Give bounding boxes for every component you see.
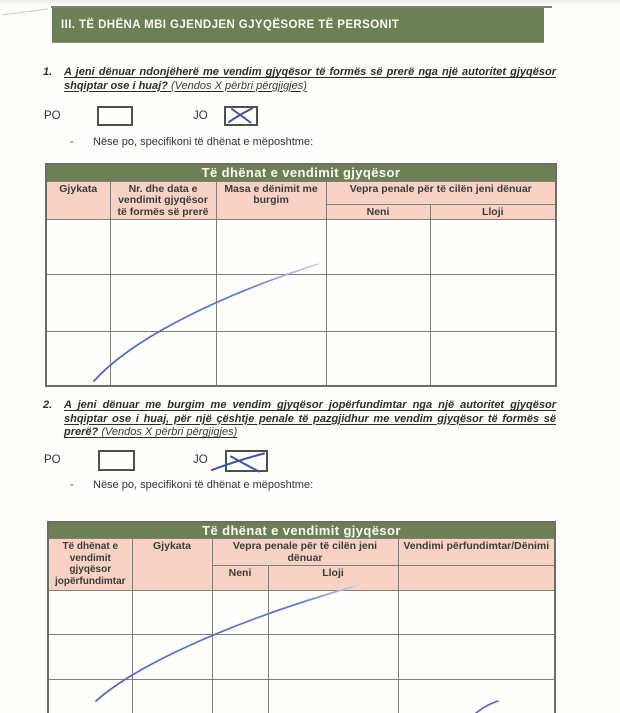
table-cell-empty[interactable] (110, 275, 216, 332)
question-1-instruction-note: (Vendos X përbri përgjigjes) (170, 79, 307, 92)
table-cell-empty[interactable] (326, 220, 430, 275)
table-2-subheader-neni: Neni (212, 566, 268, 591)
court-decision-table-2 (47, 521, 556, 713)
table-cell-empty[interactable] (212, 680, 268, 713)
question-1-number: 1. (43, 66, 53, 78)
table-1-subheader-lloji: Lloji (430, 204, 556, 220)
table-row (48, 591, 555, 635)
question-2-text (64, 399, 556, 440)
table-cell-empty[interactable] (398, 680, 555, 713)
table-2-subheader-lloji: Lloji (268, 566, 398, 591)
question-2-number: 2. (43, 399, 53, 411)
table-cell-empty[interactable] (48, 591, 132, 635)
po-label-q1: PO (44, 110, 61, 122)
table-cell-empty[interactable] (268, 591, 398, 635)
table-2-header-vendimi: Vendimi përfundimtar/Dënimi (398, 539, 555, 566)
table-cell-empty[interactable] (212, 591, 268, 635)
scan-artifact-line (2, 9, 48, 15)
section-header-title: III. TË DHËNA MBI GJENDJEN GJYQËSORE TË PERSONIT (61, 19, 400, 31)
followup-dash-q1: - (70, 136, 74, 148)
jo-label-q1: JO (193, 110, 208, 122)
po-checkbox-q1[interactable] (97, 106, 133, 126)
table-2-header-gjykata: Gjykata (132, 539, 212, 591)
question-2-main-text: A jeni dënuar me burgim me vendim gjyqësor jopërfundimtar nga një autoritet gjyqësor shqiptar ose i huaj, për një çështje penale të pazgjidhur me vendim gjyqësor të formës së prerë? (64, 399, 556, 439)
table-cell-empty[interactable] (132, 591, 212, 635)
table-cell-empty[interactable] (398, 635, 555, 680)
table-cell-empty[interactable] (216, 332, 326, 386)
table-cell-empty[interactable] (216, 220, 326, 275)
question-2-instruction-note: (Vendos X përbri përgjigjes) (101, 426, 238, 439)
table-1-subheader-neni: Neni (326, 204, 430, 220)
question-1-main-text: A jeni dënuar ndonjëherë me vendim gjyqësor të formës së prerë nga një autoritet gjyqësor shqiptar ose i huaj? (64, 66, 556, 92)
table-1-header-vepra-penale: Vepra penale për të cilën jeni dënuar (326, 181, 556, 204)
po-label-q2: PO (44, 454, 61, 466)
po-checkbox-q2[interactable] (98, 450, 135, 471)
table-cell-empty[interactable] (48, 680, 132, 713)
table-cell-empty[interactable] (110, 220, 216, 275)
section-header-bar (52, 8, 544, 43)
table-cell-empty[interactable] (46, 220, 110, 275)
table-2-subheader-empty (398, 566, 555, 591)
question-1-answer-row (44, 106, 564, 128)
jo-checkbox-q2[interactable] (225, 450, 268, 472)
question-1-text (64, 66, 556, 93)
table-1-title: Të dhënat e vendimit gjyqësor (46, 164, 556, 181)
table-2-header-vepra-penale: Vepra penale për të cilën jeni dënuar (212, 539, 398, 566)
table-cell-empty[interactable] (46, 275, 110, 332)
table-row (46, 332, 556, 386)
table-2-title: Të dhënat e vendimit gjyqësor (48, 522, 555, 539)
table-cell-empty[interactable] (398, 591, 555, 635)
table-1-header-masa: Masa e dënimit me burgim (216, 181, 326, 220)
jo-checkbox-q1[interactable] (224, 106, 258, 126)
table-cell-empty[interactable] (430, 220, 556, 275)
table-2-header-te-dhenat: Të dhënat e vendimit gjyqësor jopërfundimtar (48, 539, 132, 591)
jo-label-q2: JO (193, 454, 208, 466)
table-cell-empty[interactable] (326, 275, 430, 332)
table-row (48, 635, 555, 680)
table-cell-empty[interactable] (268, 635, 398, 680)
table-cell-empty[interactable] (132, 680, 212, 713)
table-row (46, 220, 556, 275)
question-2-answer-row (44, 450, 564, 472)
table-1-header-gjykata: Gjykata (46, 181, 110, 220)
table-row (46, 275, 556, 332)
table-cell-empty[interactable] (46, 332, 110, 386)
followup-dash-q2: - (70, 479, 74, 491)
table-cell-empty[interactable] (132, 635, 212, 680)
table-cell-empty[interactable] (268, 680, 398, 713)
table-1-header-nr-data: Nr. dhe data e vendimit gjyqësor të formës së prerë (110, 181, 216, 220)
table-cell-empty[interactable] (110, 332, 216, 386)
table-cell-empty[interactable] (430, 332, 556, 386)
table-cell-empty[interactable] (212, 635, 268, 680)
table-cell-empty[interactable] (326, 332, 430, 386)
court-decision-table-1 (45, 163, 557, 387)
table-row (48, 680, 555, 713)
scan-edge-shadow (0, 0, 620, 5)
followup-text-q1: Nëse po, specifikoni të dhënat e mëposhtme: (93, 136, 314, 148)
table-cell-empty[interactable] (48, 635, 132, 680)
followup-text-q2: Nëse po, specifikoni të dhënat e mëposhtme: (93, 479, 314, 491)
table-cell-empty[interactable] (430, 275, 556, 332)
table-cell-empty[interactable] (216, 275, 326, 332)
